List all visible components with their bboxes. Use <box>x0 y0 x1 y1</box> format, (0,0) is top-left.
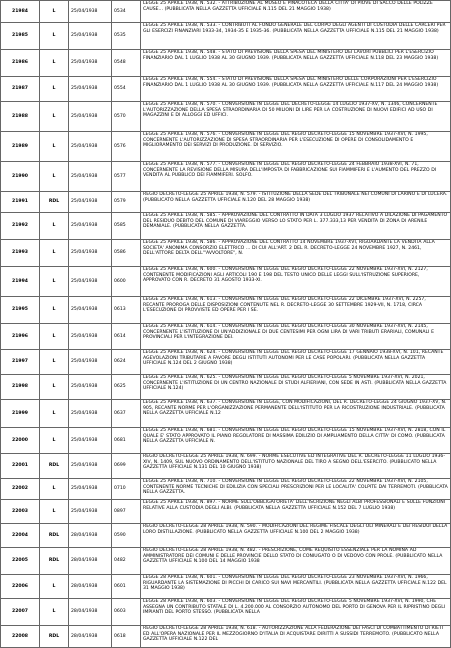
law-date-cell <box>69 454 112 479</box>
law-type-text: L <box>52 60 56 66</box>
law-number-text: 22006 <box>12 583 28 589</box>
law-type-text: RDL <box>48 558 60 564</box>
law-type-text: L <box>52 437 56 443</box>
law-page-cell <box>112 400 141 428</box>
law-type-cell <box>40 350 69 375</box>
table-row <box>1 324 451 350</box>
table-row <box>1 524 451 548</box>
law-date-cell <box>69 267 112 297</box>
law-page-text: 0600 <box>114 278 126 284</box>
law-page-cell <box>112 599 141 626</box>
law-description-cell <box>141 400 451 428</box>
law-page-cell <box>112 77 141 102</box>
law-number-cell <box>1 479 40 500</box>
law-number-cell <box>1 213 40 240</box>
law-date-text: 25/04/1938 <box>71 410 98 416</box>
law-type-cell <box>40 267 69 297</box>
law-number-text: 21990 <box>12 173 28 179</box>
law-description-text: LEGGE 25 APRILE 1938, N. 624. - CONVERSIONE IN LEGGE DEL REGIO DECRETO-LEGGE 17 GENNAIO 1938-XVI, N. 101, RECANTE AGEVOLAZIONI TRIBUTARIE A FAVORE DEGLI ISTITUTI AUTONOMI PER LE CASE POPOLARI. (PUBBLICATA NELLA GAZZETTA UFFICIALE N.124 DEL 2 GIUGNO 1938) <box>143 350 444 367</box>
law-page-cell <box>112 23 141 50</box>
law-page-cell <box>112 267 141 297</box>
law-number-cell <box>1 548 40 575</box>
law-description-text: REGIO DECRETO-LEGGE 25 APRILE 1938, N. 579. - ISTITUZIONE DELLA SEDE DEL TRIBUNALE NEI COMUNI DI LARINO E DI LUCERA. (PUBBLICATO NELLA GAZZETTA UFFICIALE N.120 DEL 28 MAGGIO 1938) <box>143 192 448 203</box>
law-date-cell <box>69 524 112 548</box>
law-page-text: 0535 <box>114 33 126 39</box>
law-date-cell <box>69 240 112 267</box>
law-page-text: 0570 <box>114 113 126 119</box>
law-date-text: 25/04/1938 <box>71 113 98 119</box>
law-description-cell <box>141 1 451 23</box>
table-row <box>1 454 451 479</box>
law-date-cell <box>69 548 112 575</box>
law-page-text: 0576 <box>114 143 126 149</box>
law-date-text: 25/04/1938 <box>71 508 98 514</box>
law-type-cell <box>40 575 69 599</box>
law-page-cell <box>112 50 141 77</box>
law-date-text: 25/04/1938 <box>71 86 98 92</box>
law-description-text: REGIO DECRETO-LEGGE 25 APRILE 1938, N. 699. - NORME ESECUTIVE ED INTEGRATIVE DEL R. DECRETO-LEGGE 11 LUGLIO 1936-XIV, N. 1409, SUL NUOVO ORDINAMENTO DELL'ISTITUTO NAZIONALE DEL TIRO A SEGNO DELL'ESERCITO. (PUBBLICATO NELLA GAZZETTA UFFICIALE N.131 DEL 10 GIUGNO 1938) <box>143 454 445 471</box>
law-type-text: L <box>52 113 56 119</box>
law-type-cell <box>40 1 69 23</box>
law-type-cell <box>40 400 69 428</box>
law-page-cell <box>112 575 141 599</box>
law-number-cell <box>1 50 40 77</box>
law-type-text: L <box>52 486 56 492</box>
law-number-text: 21991 <box>12 199 28 205</box>
law-page-text: 0579 <box>114 199 126 205</box>
law-date-text: 28/04/1938 <box>71 633 98 639</box>
law-date-text: 28/04/1938 <box>71 583 98 589</box>
table-row <box>1 1 451 23</box>
law-number-cell <box>1 324 40 350</box>
law-type-text: L <box>52 278 56 284</box>
law-date-cell <box>69 479 112 500</box>
law-page-cell <box>112 297 141 324</box>
law-description-text: LEGGE 25 APRILE 1938, N. 681. - CONVERSIONE IN LEGGE DEL REGIO DECRETO-LEGGE 15 NOVEMBRE 1937-XVI, N. 2818, CON IL QUALE E' STATO APPROVATO IL PIANO REGOLATORE DI MASSIMA EDILIZIO DI AMPLIAMENTO DELLA CITTA' DI COMO. (PUBBLICATA NELLA GAZZETTA UFFICIALE N. <box>143 428 446 445</box>
law-page-cell <box>112 428 141 454</box>
law-date-text: 28/04/1938 <box>71 609 98 615</box>
law-number-text: 22001 <box>12 463 28 469</box>
law-date-cell <box>69 50 112 77</box>
law-date-text: 25/04/1938 <box>71 8 98 14</box>
law-number-text: 21986 <box>12 60 28 66</box>
law-page-cell <box>112 132 141 162</box>
law-number-cell <box>1 599 40 626</box>
law-number-text: 22000 <box>12 437 28 443</box>
law-page-text: 0603 <box>114 609 126 615</box>
law-description-cell <box>141 324 451 350</box>
law-description-cell <box>141 428 451 454</box>
law-date-cell <box>69 350 112 375</box>
law-description-text: LEGGE 25 APRILE 1938, N. 532. - ATTRIBUZIONE AL MUSEO E PINACOTECA DELLA CITTA' DI PIOVE DI SACCO DELLE POLIZZE CAUSE... (PUBBLICATA NELLA GAZZETTA UFFICIALE N.115 DEL 21 MAGGIO 1938) <box>143 1 433 12</box>
law-page-text: 0534 <box>114 8 126 14</box>
law-type-text: L <box>52 583 56 589</box>
law-description-cell <box>141 524 451 548</box>
law-type-cell <box>40 50 69 77</box>
law-number-text: 22004 <box>12 532 28 538</box>
law-page-text: 0586 <box>114 250 126 256</box>
law-number-cell <box>1 240 40 267</box>
law-description-cell <box>141 50 451 77</box>
law-date-text: 25/04/1938 <box>71 333 98 339</box>
law-date-text: 25/04/1938 <box>71 384 98 390</box>
law-type-cell <box>40 162 69 192</box>
table-row <box>1 479 451 500</box>
law-date-cell <box>69 77 112 102</box>
law-number-cell <box>1 350 40 375</box>
law-number-text: 21987 <box>12 86 28 92</box>
law-date-cell <box>69 626 112 648</box>
law-date-text: 25/04/1938 <box>71 143 98 149</box>
law-page-text: 0614 <box>114 333 126 339</box>
law-number-text: 22002 <box>12 486 28 492</box>
law-number-cell <box>1 23 40 50</box>
table-row <box>1 599 451 626</box>
law-page-cell <box>112 240 141 267</box>
law-page-cell <box>112 324 141 350</box>
table-row <box>1 548 451 575</box>
law-type-cell <box>40 479 69 500</box>
table-row <box>1 77 451 102</box>
law-date-cell <box>69 102 112 132</box>
law-type-text: L <box>52 384 56 390</box>
law-page-cell <box>112 102 141 132</box>
law-page-cell <box>112 375 141 400</box>
law-type-cell <box>40 548 69 575</box>
law-date-text: 25/04/1938 <box>71 223 98 229</box>
table-row <box>1 428 451 454</box>
law-description-text: LEGGE 28 APRILE 1938, N. 601. - CONVERSIONE IN LEGGE DEL REGIO DECRETO-LEGGE 23 NOVEMBRE 1937-XVI, N. 1966, RIGUARDANTE LA SISTEMAZIONE DI PICCHI DI CARICO SUI NAVI MERCANTILI. (PUBBLICATA NELLA GAZZETTA UFFICIALE N.122 DEL 31 MAGGIO 1938) <box>143 575 447 592</box>
law-page-text: 0625 <box>114 384 126 390</box>
law-page-cell <box>112 626 141 648</box>
law-date-cell <box>69 297 112 324</box>
law-description-text: LEGGE 25 APRILE 1938, N. 614. - CONVERSIONE IN LEGGE DEL REGIO DECRETO-LEGGE 30 NOVEMBRE 1937-XVI, N. 2145, CONCERNENTE L'ISTITUZIONE DI UN'ADDIZIONALE DI DUE CENTESIMI PER OGNI LIRA DI VARI TRIBUTI ERARIALI, COMUNALI E PROVINCIALI PER L'INTEGRAZIONE DEI. <box>143 324 434 341</box>
law-date-cell <box>69 1 112 23</box>
law-type-text: L <box>52 508 56 514</box>
law-description-cell <box>141 213 451 240</box>
law-date-text: 25/04/1938 <box>71 278 98 284</box>
law-type-cell <box>40 240 69 267</box>
law-number-text: 21994 <box>12 278 28 284</box>
law-number-text: 21985 <box>12 33 28 39</box>
law-date-text: 25/04/1938 <box>71 437 98 443</box>
law-page-cell <box>112 500 141 524</box>
law-description-text: LEGGE 25 APRILE 1938, N. 637. - CONVERSIONE IN LEGGE, CON MODIFICAZIONI, DEL R. DECRETO-LEGGE 24 GIUGNO 1937-XV, N. 905, RECANTE NORME PER L'ORGANIZZAZIONE PERMANENTE DELL'ISTITUTO PER LA RICOSTRUZIONE INDUSTRIALE. (PUBBLICATA NELLA GAZZETTA UFFICIALE N.12 <box>143 400 447 417</box>
law-date-cell <box>69 324 112 350</box>
law-page-text: 0699 <box>114 463 126 469</box>
law-number-text: 22003 <box>12 508 28 514</box>
law-type-text: RDL <box>48 463 60 469</box>
law-description-text: LEGGE 25 APRILE 1938, N. 600. - CONVERSIONE IN LEGGE DEL REGIO DECRETO-LEGGE 22 NOVEMBRE 1937-XVI, N. 2127, CONTENENTE MODIFICAZIONI AGLI ARTICOLI 190 E 198 DEL TESTO UNICO DELLE LEGGI SULL'ISTRUZIONE SUPERIORE, APPROVATO CON R. DECRETO 31 AGOSTO 1933-XI. <box>143 267 428 284</box>
law-date-cell <box>69 599 112 626</box>
law-description-cell <box>141 23 451 50</box>
table-row <box>1 297 451 324</box>
law-page-text: 0482 <box>114 558 126 564</box>
law-description-text: LEGGE 25 APRILE 1938, N. 554. - STATO DI PREVISIONE DELLA SPESA DEL MINISTERO DELLE CORPORAZIONI PER L'ESERCIZIO FINANZIARIO DAL 1 LUGLIO 1938 AL 30 GIUGNO 1939. (PUBBLICATA NELLA GAZZETTA UFFICIALE N.117 DEL 24 MAGGIO 1938) <box>143 77 439 88</box>
law-page-text: 0577 <box>114 173 126 179</box>
law-page-cell <box>112 350 141 375</box>
law-type-text: RDL <box>48 633 60 639</box>
law-type-cell <box>40 428 69 454</box>
law-type-cell <box>40 454 69 479</box>
law-page-text: 0601 <box>114 583 126 589</box>
law-type-cell <box>40 324 69 350</box>
law-type-cell <box>40 626 69 648</box>
law-number-text: 21988 <box>12 113 28 119</box>
law-description-cell <box>141 454 451 479</box>
law-page-text: 0681 <box>114 437 126 443</box>
table-row <box>1 400 451 428</box>
law-number-text: 21997 <box>12 359 28 365</box>
law-number-cell <box>1 400 40 428</box>
law-type-cell <box>40 192 69 213</box>
law-number-cell <box>1 454 40 479</box>
law-number-cell <box>1 428 40 454</box>
law-page-cell <box>112 213 141 240</box>
law-description-cell <box>141 500 451 524</box>
law-type-text: L <box>52 410 56 416</box>
law-date-cell <box>69 500 112 524</box>
law-description-cell <box>141 575 451 599</box>
law-number-cell <box>1 267 40 297</box>
law-number-text: 21999 <box>12 410 28 416</box>
table-row <box>1 23 451 50</box>
law-type-text: L <box>52 173 56 179</box>
law-page-text: 0637 <box>114 410 126 416</box>
law-page-cell <box>112 454 141 479</box>
law-number-text: 21984 <box>12 8 28 14</box>
table-row <box>1 350 451 375</box>
law-number-cell <box>1 1 40 23</box>
law-type-text: RDL <box>48 532 60 538</box>
law-date-text: 25/04/1938 <box>71 250 98 256</box>
law-description-cell <box>141 375 451 400</box>
law-page-cell <box>112 479 141 500</box>
law-description-text: LEGGE 25 APRILE 1938, N. 570. - CONVERSIONE IN LEGGE DEL DECRETO-LEGGE 14 LUGLIO 1937-XV, N. 1346, CONCERNENTE L'AUTORIZZAZIONE DELLA SPESA STRAORDINARIA DI 50 MILIONI DI LIRE PER LA COSTRUZIONE DI NUOVI EDIFICI AD USO DI MAGAZZINI E DI ALLOGGI ED UFFICI. <box>143 102 438 119</box>
law-type-text: L <box>52 33 56 39</box>
law-date-text: 25/04/1938 <box>71 60 98 66</box>
law-type-cell <box>40 500 69 524</box>
law-type-cell <box>40 102 69 132</box>
law-description-cell <box>141 626 451 648</box>
table-row <box>1 162 451 192</box>
law-number-cell <box>1 162 40 192</box>
law-date-text: 25/04/1938 <box>71 486 98 492</box>
table-row <box>1 102 451 132</box>
law-date-cell <box>69 192 112 213</box>
law-page-text: 0590 <box>114 532 126 538</box>
law-type-text: L <box>52 8 56 14</box>
law-description-text: REGIO DECRETO-LEGGE 28 APRILE 1938, N. 482. - PRESCRIZIONE, COME REQUISITO ESSENZIALE PER LA NOMINA AD AMMINISTRATORE DEI COMUNI E DELLE PROVINCIE DELLO STATO DI CONIUGATO O DI VEDOVO CON PROLE. (PUBBLICATO NELLA GAZZETTA UFFICIALE N.100 DEL 14 MAGGIO 1938 <box>143 548 443 565</box>
law-date-cell <box>69 213 112 240</box>
law-type-text: L <box>52 307 56 313</box>
law-number-cell <box>1 500 40 524</box>
law-page-text: 0897 <box>114 508 126 514</box>
law-description-cell <box>141 479 451 500</box>
law-description-text: LEGGE 28 APRILE 1938, N. 603. - CONVERSIONE IN LEGGE DEL REGIO DECRETO-LEGGE 5 NOVEMBRE 1937-XVI, N. 1990, CHE ASSEGNA UN CONTRIBUTO STATALE DI L. 4.200.000 AL CONSORZIO AUTONOMO DEL PORTO DI GENOVA PER IL RIPRISTINO DEGLI IMPIANTI DEL PORTO STESSO. (PUBBLICATA NELLA <box>143 599 446 616</box>
law-type-text: L <box>52 143 56 149</box>
law-type-cell <box>40 524 69 548</box>
law-description-text: LEGGE 25 APRILE 1938, N. 576. - CONVERSIONE IN LEGGE DEL REGIO DECRETO-LEGGE 15 NOVEMBRE 1937-XVI, N. 1995, CONCERNENTE L'AUTORIZZAZIONE DI SPESA STRAORDINARIA PER L'ESECUZIONE DI OPERE DI CONSOLIDAMENTO E MIGLIORAMENTO DEI SERVIZI DI PRODUZIONE. DI SERVIZIO. <box>143 132 428 149</box>
law-number-cell <box>1 524 40 548</box>
law-number-cell <box>1 626 40 648</box>
law-page-text: 0613 <box>114 307 126 313</box>
law-page-text: 0624 <box>114 359 126 365</box>
law-type-text: L <box>52 86 56 92</box>
law-number-text: 21996 <box>12 333 28 339</box>
table-row <box>1 575 451 599</box>
law-page-cell <box>112 524 141 548</box>
law-number-cell <box>1 77 40 102</box>
law-description-text: LEGGE 25 APRILE 1938, N. 897. - NORME SULL'OBBLIGATORIETA' DELL'ISCRIZIONE NEGLI ALBI PROFESSIONALI E SULLE FUNZIONI RELATIVE ALLA CUSTODIA DEGLI ALBI. (PUBBLICATA NELLA GAZZETTA UFFICIALE N.152 DEL 7 LUGLIO 1938) <box>143 500 446 511</box>
law-number-cell <box>1 375 40 400</box>
law-description-cell <box>141 240 451 267</box>
law-type-cell <box>40 77 69 102</box>
law-number-text: 21989 <box>12 143 28 149</box>
law-type-cell <box>40 297 69 324</box>
law-description-text: LEGGE 25 APRILE 1938, N. 577. - CONVERSIONE IN LEGGE DEL REGIO DECRETO-LEGGE 24 FEBBRAIO 1938-XVI, N. 71, CONCERNENTE LA REVISIONE DELLA MISURA DELL'IMPOSTA DI FABBRICAZIONE SUI FIAMMIFERI E L'AUMENTO DEL PREZZO DI VENDITA AL PUBBLICO DEI FIAMMIFERI. SOLFO. <box>143 162 437 179</box>
law-description-text: LEGGE 25 APRILE 1938, N. 710. - CONVERSIONE IN LEGGE DEL REGIO DECRETO-LEGGE 22 NOVEMBRE 1937-XVI, N. 2105, CONTENENTE NORME TECNICHE DI EDILIZIA CON SPECIALI PRESCRIZIONI PER LE LOCALITA' COLPITE DAI TERREMOTI. (PUBBLICATA NELLA GAZZETTA. <box>143 479 448 496</box>
law-description-cell <box>141 297 451 324</box>
law-number-cell <box>1 132 40 162</box>
law-description-text: LEGGE 25 APRILE 1938, N. 533. - CONTRIBUTI AL FONDO GENERALE DEL CORPO DEGLI AGENTI DI CUSTODIA DELLE CARCERI PER GLI ESERCIZI FINANZIARI 1933-34, 1934-35 E 1935-36. (PUBBLICATA NELLA GAZZETTA UFFICIALE N.115 DEL 21 MAGGIO 1938) <box>143 23 446 34</box>
law-date-text: 25/04/1938 <box>71 463 98 469</box>
law-number-text: 22007 <box>12 609 28 615</box>
table-row <box>1 626 451 648</box>
law-description-cell <box>141 350 451 375</box>
law-date-cell <box>69 575 112 599</box>
law-page-text: 0585 <box>114 223 126 229</box>
law-description-cell <box>141 162 451 192</box>
law-description-text: LEGGE 25 APRILE 1938, N. 585. - APPROVAZIONE DEL CONTRATTO IN DATA 3 LUGLIO 1937 RELATIVO A DILAZIONE DI PAGAMENTO DEL RESIDUO DEBITO DEL COMUNE DI VIAREGGIO VERSO LO STATO PER L. 377.333,13 PER VENDITA DI ZONA DI ARENILE DEMANIALE. (PUBBLICATA NELLA GAZZETTA. <box>143 213 448 230</box>
law-type-text: L <box>52 333 56 339</box>
law-date-text: 25/04/1938 <box>71 359 98 365</box>
table-row <box>1 240 451 267</box>
law-page-cell <box>112 1 141 23</box>
law-page-text: 0618 <box>114 633 126 639</box>
table-row <box>1 132 451 162</box>
law-date-text: 25/04/1938 <box>71 307 98 313</box>
table-row <box>1 375 451 400</box>
law-type-cell <box>40 375 69 400</box>
law-number-text: 21993 <box>12 250 28 256</box>
law-date-text: 28/04/1938 <box>71 558 98 564</box>
law-page-text: 0548 <box>114 60 126 66</box>
law-page-text: 0554 <box>114 86 126 92</box>
law-type-cell <box>40 213 69 240</box>
law-type-text: RDL <box>48 199 60 205</box>
law-description-text: REGIO DECRETO-LEGGE 28 APRILE 1938, N. 590. - MODIFICAZIONI DEL REGIME FISCALE DEGLI OLI MINERALI E DEI RESIDUI DELLA LORO DISTILLAZIONE. (PUBBLICATO NELLA GAZZETTA UFFICIALE N.100 DEL 2 MAGGIO 1938) <box>143 524 448 535</box>
law-date-text: 25/04/1938 <box>71 173 98 179</box>
law-description-cell <box>141 267 451 297</box>
law-description-text: LEGGE 25 APRILE 1938, N. 586. - APPROVAZIONE DEL CONTRATTO 14 NOVEMBRE 1937-XVI, RIGUARDANTE LA VENDITA ALLA SOCIETA' ANONIMA CONSORZIO ELETTRICO ... DI CUI ALL'ART. 2 DEL R. DECRETO-LEGGE 24 NOVEMBRE 1927, N. 2461, DELL'ATTORE DELTA DELL'"AVVOLTORE", N. <box>143 240 435 257</box>
table-row <box>1 267 451 297</box>
table-row <box>1 500 451 524</box>
law-description-cell <box>141 548 451 575</box>
law-type-cell <box>40 599 69 626</box>
law-page-text: 0710 <box>114 486 126 492</box>
law-description-cell <box>141 77 451 102</box>
law-description-cell <box>141 192 451 213</box>
law-page-cell <box>112 548 141 575</box>
law-description-text: REGIO DECRETO-LEGGE 28 APRILE 1938, N. 618. - AUTORIZZAZIONE ALLA FEDERAZIONE DEI FASCI DI COMBATTIMENTO DI RIETI ED ALL'OPERA NAZIONALE PER IL MEZZOGIORNO D'ITALIA DI ACQUISTARE DIRITTI A SUSSIDI TERREMOTO. (PUBBLICATO NELLA GAZZETTA UFFICIALE N.122 DEL <box>143 626 444 643</box>
law-date-text: 25/04/1938 <box>71 33 98 39</box>
law-number-text: 22005 <box>12 558 28 564</box>
law-number-text: 21992 <box>12 223 28 229</box>
law-description-cell <box>141 102 451 132</box>
laws-table-body <box>1 1 451 648</box>
law-number-cell <box>1 297 40 324</box>
law-description-text: LEGGE 25 APRILE 1938, N. 613. - CONVERSIONE IN LEGGE DEL REGIO DECRETO-LEGGE 22 DICEMBRE 1937-XVI, N. 2257, RECANTE PROROGA DELLE DISPOSIZIONI CONTENUTE NEL R. DECRETO-LEGGE 30 SETTEMBRE 1929-VII, N. 1718, CIRCA L'ESECUZIONE DI PROVVISTE ED OPERE PER I SE. <box>143 297 426 314</box>
law-number-text: 22008 <box>12 633 28 639</box>
law-date-cell <box>69 375 112 400</box>
table-row <box>1 213 451 240</box>
law-number-cell <box>1 192 40 213</box>
law-description-cell <box>141 599 451 626</box>
law-page-cell <box>112 192 141 213</box>
law-date-cell <box>69 23 112 50</box>
law-date-cell <box>69 132 112 162</box>
law-type-cell <box>40 132 69 162</box>
law-number-text: 21995 <box>12 307 28 313</box>
law-page-cell <box>112 162 141 192</box>
law-number-text: 21998 <box>12 384 28 390</box>
law-type-text: L <box>52 609 56 615</box>
law-date-cell <box>69 428 112 454</box>
law-date-text: 25/04/1938 <box>71 199 98 205</box>
table-row <box>1 50 451 77</box>
law-type-text: L <box>52 359 56 365</box>
law-type-text: L <box>52 250 56 256</box>
law-date-text: 28/04/1938 <box>71 532 98 538</box>
law-type-cell <box>40 23 69 50</box>
law-description-text: LEGGE 25 APRILE 1938, N. 548. - STATO DI PREVISIONE DELLA SPESA DEL MINISTERO DEI LAVORI PUBBLICI PER L'ESERCIZIO FINANZIARIO DAL 1 LUGLIO 1938 AL 30 GIUGNO 1939. (PUBBLICATA NELLA GAZZETTA UFFICIALE N.118 DEL 23 MAGGIO 1938) <box>143 50 439 61</box>
law-date-cell <box>69 400 112 428</box>
law-description-text: LEGGE 25 APRILE 1938, N. 625. - CONVERSIONE IN LEGGE DEL REGIO DECRETO-LEGGE 5 NOVEMBRE 1937-XVI, N. 2021, CONCERNENTE L'ISTITUZIONE DI UN CENTRO NAZIONALE DI STUDI ALFIERIANI, CON SEDE IN ASTI. (PUBBLICATA NELLA GAZZETTA UFFICIALE N.124) <box>143 375 447 392</box>
table-row <box>1 192 451 213</box>
law-type-text: L <box>52 223 56 229</box>
law-description-cell <box>141 132 451 162</box>
law-number-cell <box>1 575 40 599</box>
law-date-cell <box>69 162 112 192</box>
law-number-cell <box>1 102 40 132</box>
